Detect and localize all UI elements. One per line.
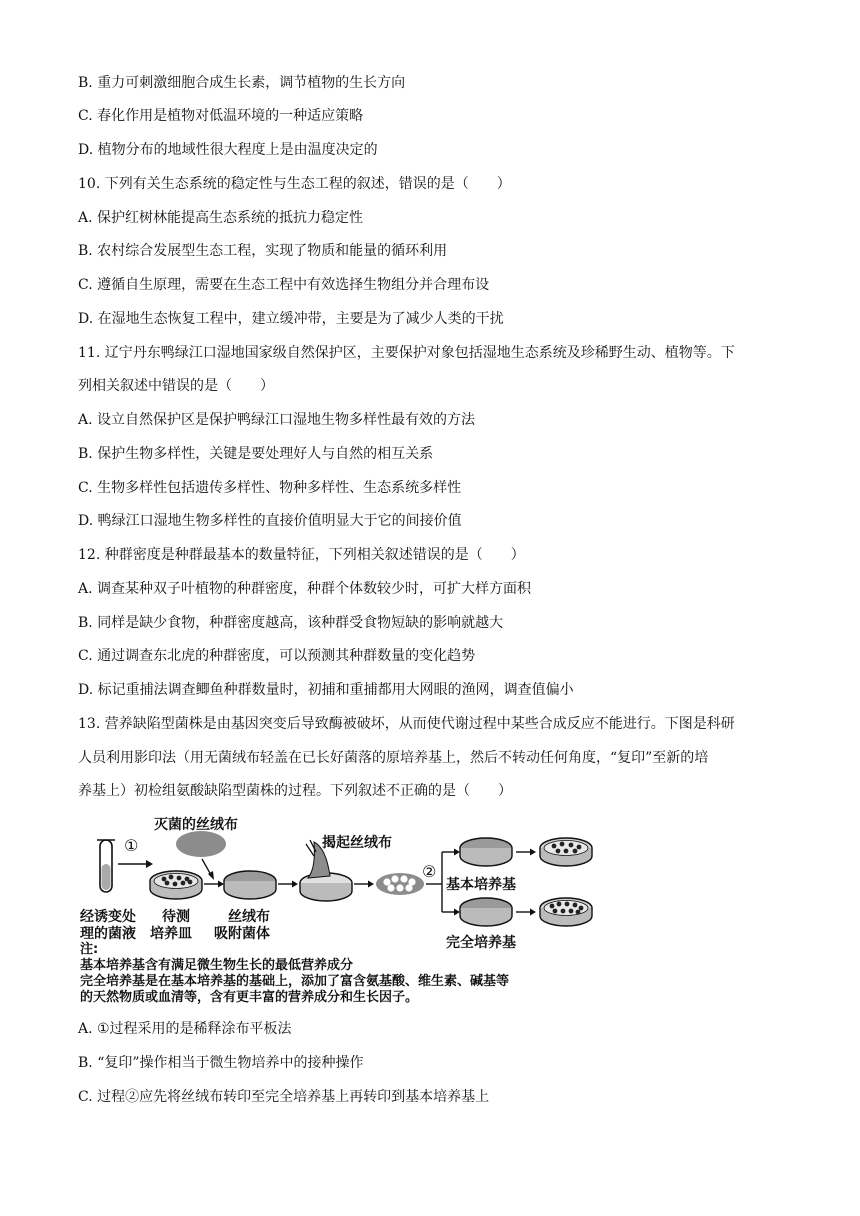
complete-medium-label: 完全培养基	[446, 935, 516, 951]
note-line3: 的天然物质或血清等，含有更丰富的营养成分和生长因子。	[80, 990, 419, 1005]
basic-medium-label: 基本培养基	[446, 877, 516, 893]
basic-medium-result-icon	[540, 838, 592, 866]
velvet-plate-icon	[224, 871, 276, 899]
question-12-stem: 12. 种群密度是种群最基本的数量特征，下列相关叙述错误的是（ ）	[78, 547, 525, 563]
basic-medium-plate-icon	[460, 838, 512, 866]
complete-medium-result-icon	[540, 898, 592, 926]
option-13c: C. 过程②应先将丝绒布转印至完全培养基上再转印到基本培养基上	[78, 1089, 490, 1105]
option-10c: C. 遵循自生原理，需要在生态工程中有效选择生物组分并合理布设	[78, 277, 490, 293]
test-plate-icon	[150, 871, 202, 899]
velvet-adsorb-line1: 丝绒布	[228, 909, 270, 925]
lift-label: 揭起丝绒布	[322, 835, 392, 851]
velvet-adsorb-line2: 吸附菌体	[214, 926, 270, 942]
option-10d: D. 在湿地生态恢复工程中，建立缓冲带，主要是为了减少人类的干扰	[78, 311, 504, 327]
option-11d: D. 鸭绿江口湿地生物多样性的直接价值明显大于它的间接价值	[78, 513, 462, 529]
tube-label-line2: 理的菌液	[80, 926, 136, 942]
tube-label-line1: 经诱变处	[80, 909, 136, 925]
step1-marker: ①	[124, 836, 139, 855]
option-10a: A. 保护红树林能提高生态系统的抵抗力稳定性	[78, 210, 364, 226]
question-11-stem-line2: 列相关叙述中错误的是（ ）	[78, 378, 274, 394]
option-12d: D. 标记重捕法调查鲫鱼种群数量时，初捕和重捕都用大网眼的渔网，调查值偏小	[78, 682, 574, 698]
option-13a: A. ①过程采用的是稀释涂布平板法	[78, 1021, 292, 1037]
option-12c: C. 通过调查东北虎的种群密度，可以预测其种群数量的变化趋势	[78, 648, 476, 664]
plate-label-line1: 待测	[162, 909, 190, 925]
question-13-stem-line3: 养基上）初检组氨酸缺陷型菌株的过程。下列叙述不正确的是（ ）	[78, 783, 512, 799]
test-tube-icon	[97, 840, 115, 892]
question-10-stem: 10. 下列有关生态系统的稳定性与生态工程的叙述，错误的是（ ）	[78, 176, 511, 192]
option-10b: B. 农村综合发展型生态工程，实现了物质和能量的循环利用	[78, 243, 448, 259]
option-12b: B. 同样是缺少食物，种群密度越高，该种群受食物短缺的影响就越大	[78, 615, 504, 631]
option-9d: D. 植物分布的地域性很大程度上是由温度决定的	[78, 142, 378, 158]
option-11c: C. 生物多样性包括遗传多样性、物种多样性、生态系统多样性	[78, 480, 462, 496]
option-11a: A. 设立自然保护区是保护鸭绿江口湿地生物多样性最有效的方法	[78, 412, 476, 428]
note-title: 注:	[80, 942, 99, 957]
note-line2: 完全培养基是在基本培养基的基础上，添加了富含氨基酸、维生素、碱基等	[80, 974, 510, 989]
question-13-stem-line2: 人员利用影印法（用无菌绒布轻盖在已长好菌落的原培养基上，然后不转动任何角度，“复印”至新的培	[78, 750, 709, 766]
option-13b: B. “复印”操作相当于微生物培养中的接种操作	[78, 1055, 364, 1071]
replica-plating-figure	[78, 812, 598, 1012]
step2-marker: ②	[422, 862, 437, 881]
plate-label-line2: 培养皿	[150, 926, 192, 942]
option-11b: B. 保护生物多样性，关键是要处理好人与自然的相互关系	[78, 446, 434, 462]
velvet-label: 灭菌的丝绒布	[154, 817, 238, 833]
velvet-cloth-icon	[176, 831, 226, 857]
question-11-stem-line1: 11. 辽宁丹东鸭绿江口湿地国家级自然保护区，主要保护对象包括湿地生态系统及珍稀野生动、植物等。下	[78, 345, 735, 361]
option-12a: A. 调查某种双子叶植物的种群密度，种群个体数较少时，可扩大样方面积	[78, 581, 532, 597]
complete-medium-plate-icon	[460, 898, 512, 926]
note-line1: 基本培养基含有满足微生物生长的最低营养成分	[80, 958, 354, 973]
question-13-stem-line1: 13. 营养缺陷型菌株是由基因突变后导致酶被破坏，从而使代谢过程中某些合成反应不能进行。下图是科研	[78, 716, 735, 732]
velvet-colonies-icon	[376, 873, 424, 895]
option-9c: C. 春化作用是植物对低温环境的一种适应策略	[78, 108, 364, 124]
option-9b: B. 重力可刺激细胞合成生长素，调节植物的生长方向	[78, 75, 406, 91]
